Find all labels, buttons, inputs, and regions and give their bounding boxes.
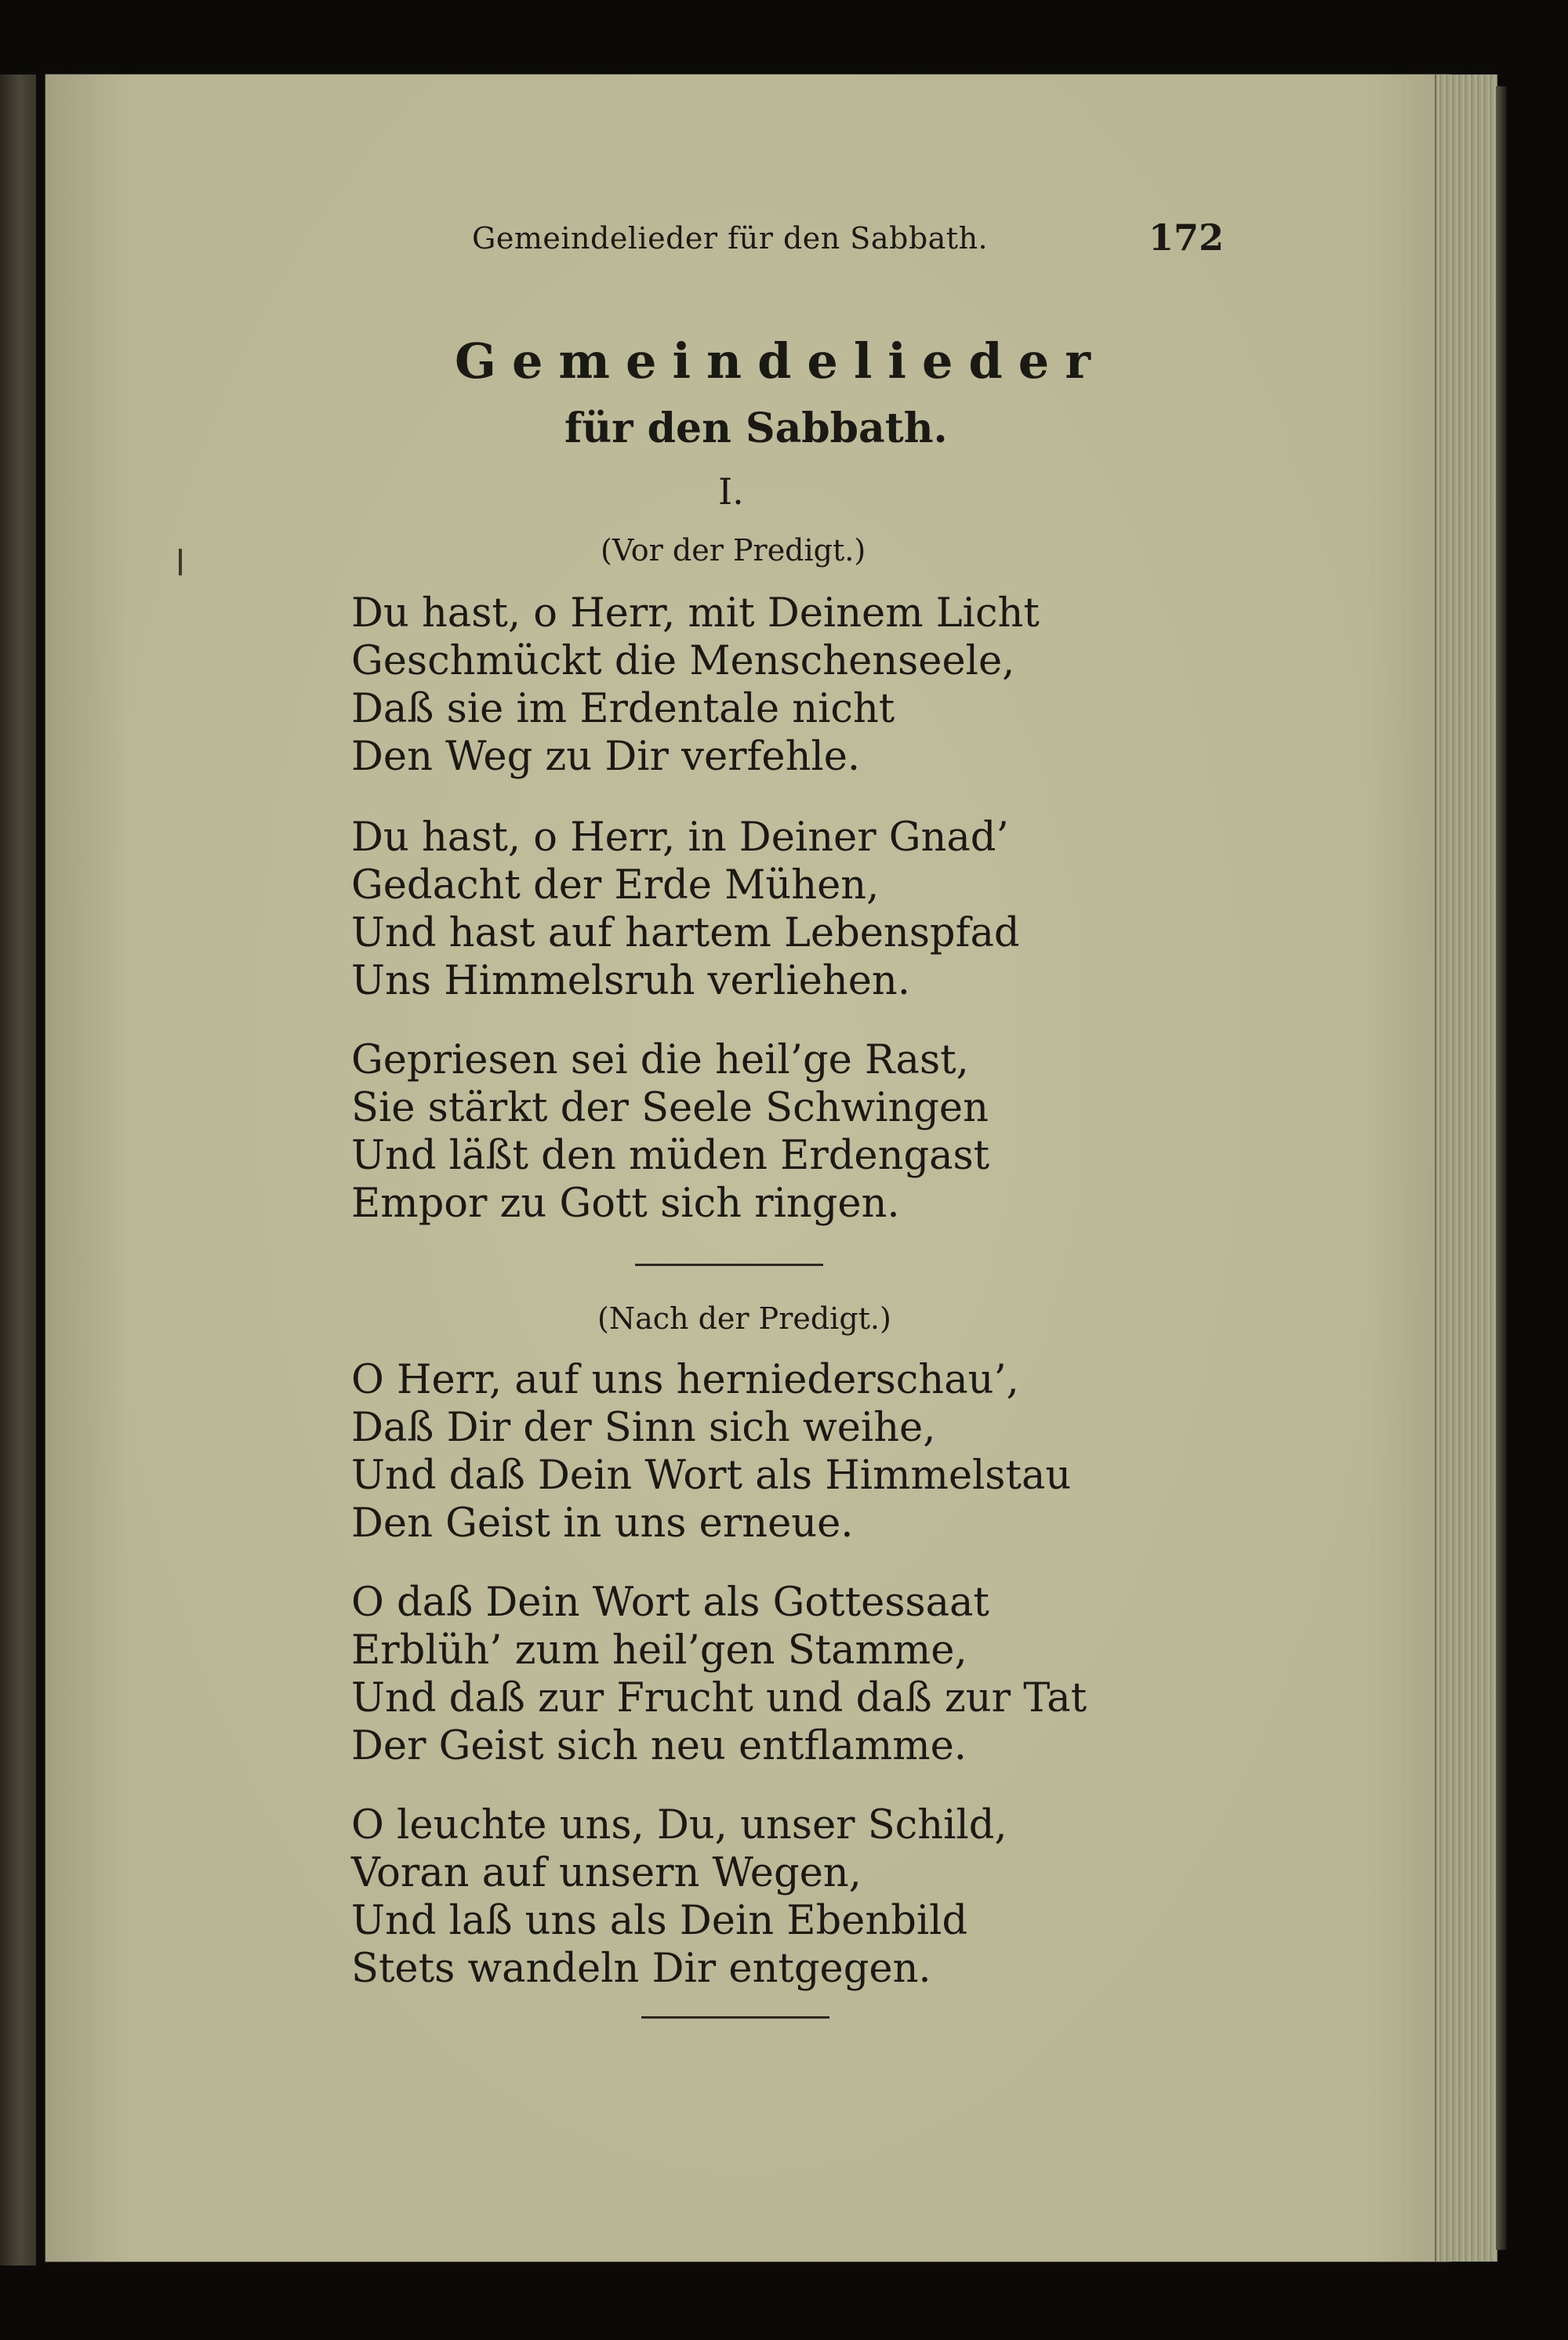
section-label-before-sermon: (Vor der Predigt.) <box>601 533 866 568</box>
verse-line: O Herr, auf uns herniederschau’, <box>351 1357 1019 1403</box>
margin-mark <box>179 549 182 575</box>
previous-page-edge <box>0 74 36 2266</box>
verse-line: Stets wandeln Dir entgegen. <box>351 1946 931 1992</box>
verse-line: O leuchte uns, Du, unser Schild, <box>351 1802 1007 1848</box>
section-number: I. <box>718 470 744 513</box>
verse-line: Gedacht der Erde Mühen, <box>351 862 880 909</box>
verse-line: Und läßt den müden Erdengast <box>351 1133 990 1179</box>
end-divider <box>641 2016 829 2019</box>
verse-line: Du hast, o Herr, in Deiner Gnad’ <box>351 814 1009 861</box>
section-divider <box>635 1264 823 1266</box>
verse-line: Geschmückt die Menschenseele, <box>351 638 1015 684</box>
verse-line: Und hast auf hartem Lebenspfad <box>351 910 1020 956</box>
stanza <box>351 590 1040 781</box>
verse-line: Du hast, o Herr, mit Deinem Licht <box>351 590 1040 637</box>
stanza <box>351 814 1020 1005</box>
stanza <box>351 1579 1087 1770</box>
verse-line: Daß Dir der Sinn sich weihe, <box>351 1405 936 1451</box>
stanza <box>351 1801 1007 1993</box>
verse-line: Erblüh’ zum heil’gen Stamme, <box>351 1627 967 1674</box>
page-subtitle: für den Sabbath. <box>564 405 948 452</box>
stanza <box>351 1356 1071 1547</box>
fore-edge-shadow <box>1496 86 1507 2250</box>
verse-line: Empor zu Gott sich ringen. <box>351 1181 900 1227</box>
verse-line: Und laß uns als Dein Ebenbild <box>351 1898 968 1944</box>
verse-line: Gepriesen sei die heil’ge Rast, <box>351 1037 969 1083</box>
verse-line: Den Geist in uns erneue. <box>351 1500 854 1547</box>
running-head: Gemeindelieder für den Sabbath. <box>472 221 989 256</box>
verse-line: Uns Himmelsruh verliehen. <box>351 958 910 1004</box>
page-title: Gemeindelieder <box>455 332 1106 390</box>
verse-line: Sie stärkt der Seele Schwingen <box>351 1085 989 1131</box>
verse-line: Und daß zur Frucht und daß zur Tat <box>351 1675 1087 1721</box>
stanza <box>351 1036 989 1228</box>
verse-line: Voran auf unsern Wegen, <box>351 1850 862 1896</box>
verse-line: Den Weg zu Dir verfehle. <box>351 734 861 780</box>
page-stack-fore-edge <box>1435 74 1497 2262</box>
section-label-after-sermon: (Nach der Predigt.) <box>597 1301 891 1336</box>
verse-line: Der Geist sich neu entflamme. <box>351 1723 967 1769</box>
verse-line: Daß sie im Erdentale nicht <box>351 686 895 732</box>
verse-line: O daß Dein Wort als Gottessaat <box>351 1580 989 1626</box>
page-number: 172 <box>1149 216 1225 259</box>
verse-line: Und daß Dein Wort als Himmelstau <box>351 1453 1072 1499</box>
